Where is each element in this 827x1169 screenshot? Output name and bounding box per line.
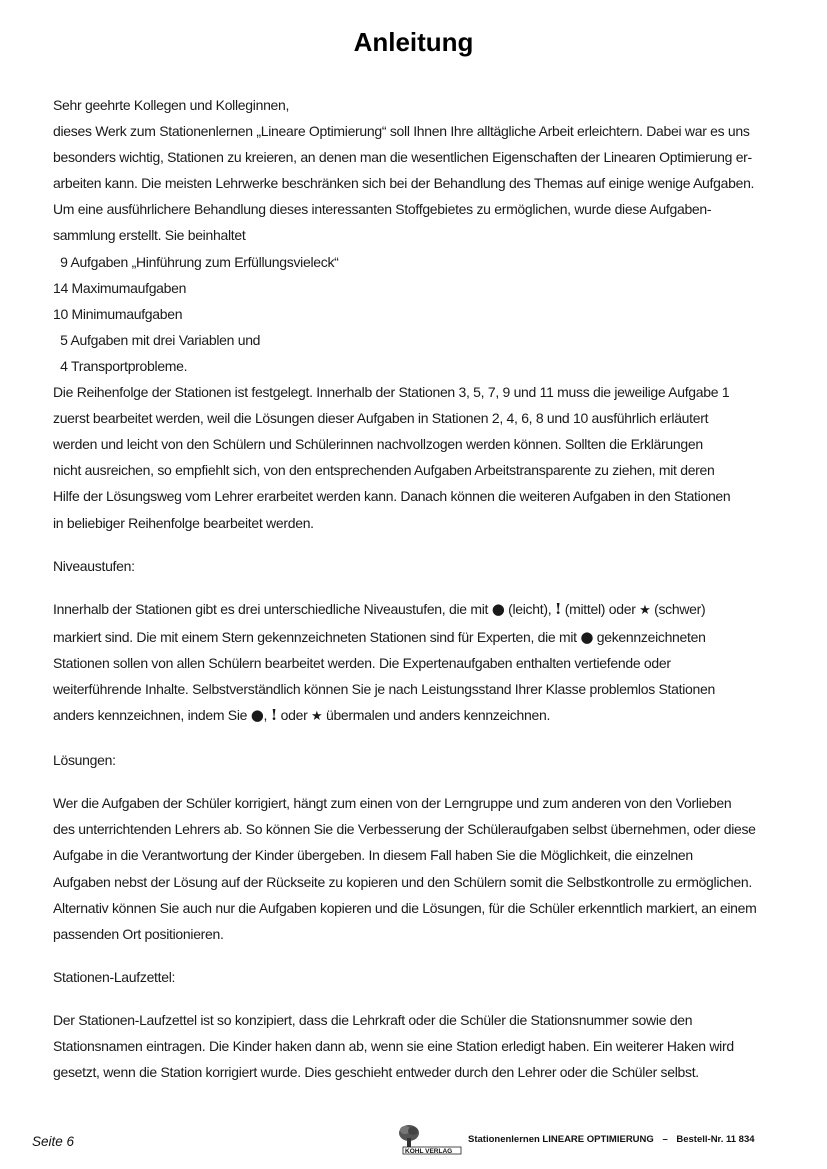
intro-line: Hilfe der Lösungsweg vom Lehrer erarbeitet werden kann. Danach können die weiteren Aufgaben in den Stationen bbox=[53, 488, 731, 505]
exclamation-icon: ! bbox=[270, 706, 278, 725]
task-count-item: 4 Transportprobleme. bbox=[53, 357, 188, 374]
dot-icon: ● bbox=[580, 627, 594, 646]
loesungen-line: Aufgaben nebst der Lösung auf der Rückseite zu kopieren und den Schülern somit die Selbstkontrolle zu ermöglichen. bbox=[53, 873, 752, 890]
dot-icon: ● bbox=[491, 599, 505, 618]
niveau-line: weiterführende Inhalte. Selbstverständlich können Sie je nach Leistungsstand Ihrer Klasse problemlos Stationen bbox=[53, 680, 715, 697]
footer-publisher bbox=[396, 1121, 761, 1155]
laufzettel-line: Stationsnamen eintragen. Die Kinder haken dann ab, wenn sie eine Station erledigt haben. Ein weiterer Haken wird bbox=[53, 1038, 734, 1054]
order-number: Bestell-Nr. 11 834 bbox=[676, 1134, 755, 1145]
task-count-item: 9 Aufgaben „Hinführung zum Erfüllungsvieleck“ bbox=[53, 253, 339, 270]
intro-line: Sehr geehrte Kollegen und Kolleginnen, bbox=[53, 97, 290, 113]
separator-dash: – bbox=[662, 1134, 668, 1145]
star-icon: ★ bbox=[639, 602, 651, 618]
intro-line: werden und leicht von den Schülern und Schülerinnen nachvollzogen werden können. Sollten die Erklärungen bbox=[53, 436, 703, 453]
section-heading-loesungen: Lösungen: bbox=[53, 752, 116, 769]
loesungen-line: passenden Ort positionieren. bbox=[53, 925, 224, 942]
niveau-line: anders kennzeichnen, indem Sie ●, ! oder ★ übermalen und anders kennzeichnen. bbox=[53, 706, 551, 725]
series-title: Stationenlernen LINEARE OPTIMIERUNG bbox=[468, 1134, 654, 1145]
intro-line: zuerst bearbeitet werden, weil die Lösungen dieser Aufgaben in Stationen 2, 4, 6, 8 und 10 ausführlich erläutert bbox=[53, 410, 709, 427]
laufzettel-line: gesetzt, wenn die Station korrigiert wurde. Dies geschieht entweder durch den Lehrer oder die Schüler selbst. bbox=[53, 1064, 699, 1081]
page-number: Seite 6 bbox=[32, 1134, 75, 1149]
intro-line: Um eine ausführlichere Behandlung dieses interessanten Stoffgebietes zu ermöglichen, wurde diese Aufgaben- bbox=[53, 201, 712, 218]
exclamation-icon: ! bbox=[554, 599, 562, 618]
loesungen-line: Alternativ können Sie auch nur die Aufgaben kopieren und die Lösungen, für die Schüler erkenntlich markiert, an einem bbox=[53, 899, 757, 916]
intro-line: sammlung erstellt. Sie beinhaltet bbox=[53, 227, 246, 244]
niveau-line: Stationen sollen von allen Schülern bearbeitet werden. Die Expertenaufgaben enthalten vertiefende oder bbox=[53, 654, 671, 671]
intro-line: dieses Werk zum Stationenlernen „Lineare Optimierung“ soll Ihnen Ihre alltägliche Arbeit erleichtern. Dabei war es uns bbox=[53, 123, 750, 140]
loesungen-line: des unterrichtenden Lehrers ab. So können Sie die Verbesserung der Schüleraufgaben selbst übernehmen, oder diese bbox=[53, 821, 756, 838]
loesungen-line: Aufgabe in die Verantwortung der Kinder übergeben. In diesem Fall haben Sie die Möglichkeit, die einzelnen bbox=[53, 847, 693, 864]
section-heading-niveau: Niveaustufen: bbox=[53, 557, 135, 574]
intro-line: in beliebiger Reihenfolge bearbeitet werden. bbox=[53, 514, 314, 531]
dot-icon: ● bbox=[250, 706, 264, 725]
laufzettel-line: Der Stationen-Laufzettel ist so konzipiert, dass die Lehrkraft oder die Schüler die Stationsnummer sowie den bbox=[53, 1011, 693, 1028]
task-count-item: 5 Aufgaben mit drei Variablen und bbox=[53, 331, 261, 348]
intro-line: besonders wichtig, Stationen zu kreieren, an denen man die wesentlichen Eigenschaften der Linearen Optimierung er- bbox=[53, 149, 752, 166]
task-count-item: 10 Minimumaufgaben bbox=[53, 305, 183, 322]
tree-logo-icon bbox=[396, 1121, 462, 1155]
page-title: Anleitung bbox=[353, 27, 474, 57]
intro-line: nicht ausreichen, so empfiehlt sich, von den entsprechenden Aufgaben Arbeitstransparente zu ziehen, mit deren bbox=[53, 462, 715, 479]
svg-text:KOHL VERLAG: KOHL VERLAG bbox=[405, 1148, 453, 1155]
intro-line: Die Reihenfolge der Stationen ist festgelegt. Innerhalb der Stationen 3, 5, 7, 9 und 11 muss die jeweilige Aufgabe 1 bbox=[53, 384, 730, 401]
publisher-logo bbox=[396, 1121, 462, 1155]
intro-line: arbeiten kann. Die meisten Lehrwerke beschränken sich bei der Behandlung des Themas auf einige wenige Aufgaben. bbox=[53, 175, 755, 192]
document-body bbox=[53, 92, 793, 1085]
section-heading-laufzettel: Stationen-Laufzettel: bbox=[53, 968, 176, 985]
niveau-line: markiert sind. Die mit einem Stern gekennzeichneten Stationen sind für Experten, die mit ● gekennzeichneten bbox=[53, 627, 706, 646]
loesungen-line: Wer die Aufgaben der Schüler korrigiert, hängt zum einen von der Lerngruppe und zum anderen von den Vorlieben bbox=[53, 795, 732, 812]
task-count-item: 14 Maximumaufgaben bbox=[53, 279, 187, 296]
star-icon: ★ bbox=[311, 709, 323, 725]
series-info bbox=[468, 1134, 761, 1145]
niveau-line: Innerhalb der Stationen gibt es drei unterschiedliche Niveaustufen, die mit ● (leicht), ! (mittel) oder ★ (schwer) bbox=[53, 599, 706, 618]
